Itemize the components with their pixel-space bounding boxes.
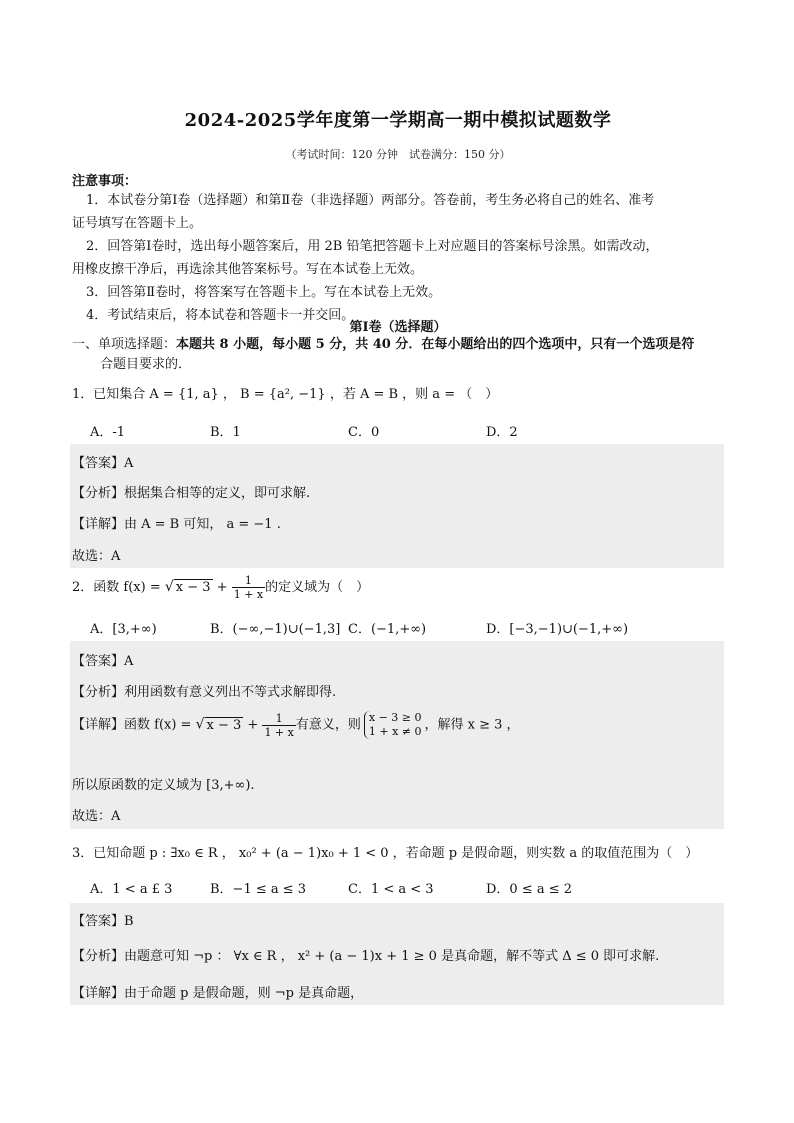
notes-heading: 注意事项： (72, 174, 138, 189)
frac-den: 1 + x (264, 725, 294, 739)
question-3-stem: 3．已知命题 p : ∃x₀ ∈ R ， x₀² + (a − 1)x₀ + 1 < 0 ，若命题 p 是假命题，则实数 a 的取值范围为（ ） (72, 846, 699, 861)
analysis: 【分析】由题意可知 ¬p ： ∀x ∈ R ， x² + (a − 1)x + 1 ≥ 0 是真命题，解不等式 Δ ≤ 0 即可求解. (72, 949, 660, 964)
option-a: A．[3,+∞) (90, 622, 157, 637)
question-2-stem: 2．函数 f(x) = √ x − 3 + $\frac{1}{1 + x}$ 的定义域为（ ） (72, 574, 370, 601)
note-line: 1．本试卷分第Ⅰ卷（选择题）和第Ⅱ卷（非选择题）两部分。答卷前，考生务必将自己的姓名、准考 (86, 193, 655, 208)
option-b: B．−1 ≤ a ≤ 3 (210, 882, 307, 897)
stem-text: 2．函数 f(x) = (72, 580, 165, 595)
section-title: 第Ⅰ卷（选择题） (349, 320, 447, 335)
system-line: x − 3 ≥ 0 (368, 711, 422, 724)
option-d: D．[−3,−1)∪(−1,+∞) (486, 622, 629, 637)
option-b: B．(−∞,−1)∪(−1,3] (210, 622, 341, 637)
intro-text-cont: 合题目要求的． (100, 357, 192, 372)
option-b: B．1 (210, 425, 241, 440)
frac-num: 1 (262, 712, 295, 726)
fraction (232, 574, 265, 601)
option-a: A．-1 (90, 425, 126, 440)
detail: 【详解】函数 f(x) = √ x − 3 + $\frac{1}{1 + x}$ 有意义，则 x − 3 ≥ 0 1 + x ≠ 0 ，解得 x ≥ 3 ， (72, 711, 520, 739)
detail-text: ，解得 x ≥ 3 ， (424, 717, 520, 733)
answer: 【答案】A (72, 654, 134, 669)
frac-num: 1 (232, 574, 265, 588)
option-d: D．2 (486, 425, 518, 440)
option-d: D．0 ≤ a ≤ 2 (486, 882, 573, 897)
section-intro (72, 335, 724, 375)
detail: 【详解】由于命题 p 是假命题，则 ¬p 是真命题， (72, 986, 364, 1001)
analysis: 【分析】利用函数有意义列出不等式求解即得. (72, 685, 337, 700)
option-c: C．0 (348, 425, 380, 440)
inequality-system (364, 711, 422, 739)
answer-block-2 (70, 641, 724, 829)
option-a: A．1 < a £ 3 (90, 882, 173, 897)
note-line: 用橡皮擦干净后，再选涂其他答案标号。写在本试卷上无效。 (72, 262, 424, 277)
analysis: 【分析】根据集合相等的定义，即可求解. (72, 486, 311, 501)
option-c: C．1 < a < 3 (348, 882, 434, 897)
choice: 故选：A (72, 549, 121, 564)
detail-text: 【详解】函数 f(x) = (72, 717, 196, 733)
choice: 故选：A (72, 809, 121, 824)
detail: 【详解】由 A = B 可知， a = −1 . (72, 517, 281, 532)
note-line: 4．考试结束后，将本试卷和答题卡一并交回。 (86, 308, 355, 323)
intro-label: 一、单项选择题： (72, 337, 177, 352)
note-line: 证号填写在答题卡上。 (72, 216, 203, 231)
frac-den: 1 + x (233, 588, 264, 601)
stem-text: 的定义域为（ ） (265, 580, 370, 595)
answer: 【答案】A (72, 456, 134, 471)
notes-list (72, 189, 724, 327)
sqrt-expr: x − 3 (206, 717, 242, 733)
intro-text: 本题共 8 小题，每小题 5 分，共 40 分．在每小题给出的四个选项中，只有一个选项是符 (176, 337, 695, 352)
question-1-stem: 1．已知集合 A = {1, a} ， B = {a², −1} ，若 A = B ，则 a = （ ） (72, 387, 499, 402)
detail-conclusion: 所以原函数的定义域为 [3,+∞). (72, 778, 255, 793)
fraction (262, 712, 295, 739)
note-line: 3．回答第Ⅱ卷时，将答案写在答题卡上。写在本试卷上无效。 (86, 285, 442, 300)
answer-block-3 (70, 903, 724, 1005)
sqrt-expr: x − 3 (175, 580, 211, 595)
page-title: 2024-2025学年度第一学期高一期中模拟试题数学 (184, 110, 612, 131)
system-line: 1 + x ≠ 0 (368, 725, 422, 738)
option-c: C．(−1,+∞) (348, 622, 427, 637)
answer: 【答案】B (72, 914, 134, 929)
note-line: 2．回答第Ⅰ卷时，选出每小题答案后，用 2B 铅笔把答题卡上对应题目的答案标号涂黑。如需改动， (86, 239, 659, 254)
answer-block-1 (70, 444, 724, 568)
exam-info: （考试时间：120 分钟 试卷满分：150 分） (285, 148, 511, 161)
detail-text: 有意义，则 (295, 717, 361, 733)
